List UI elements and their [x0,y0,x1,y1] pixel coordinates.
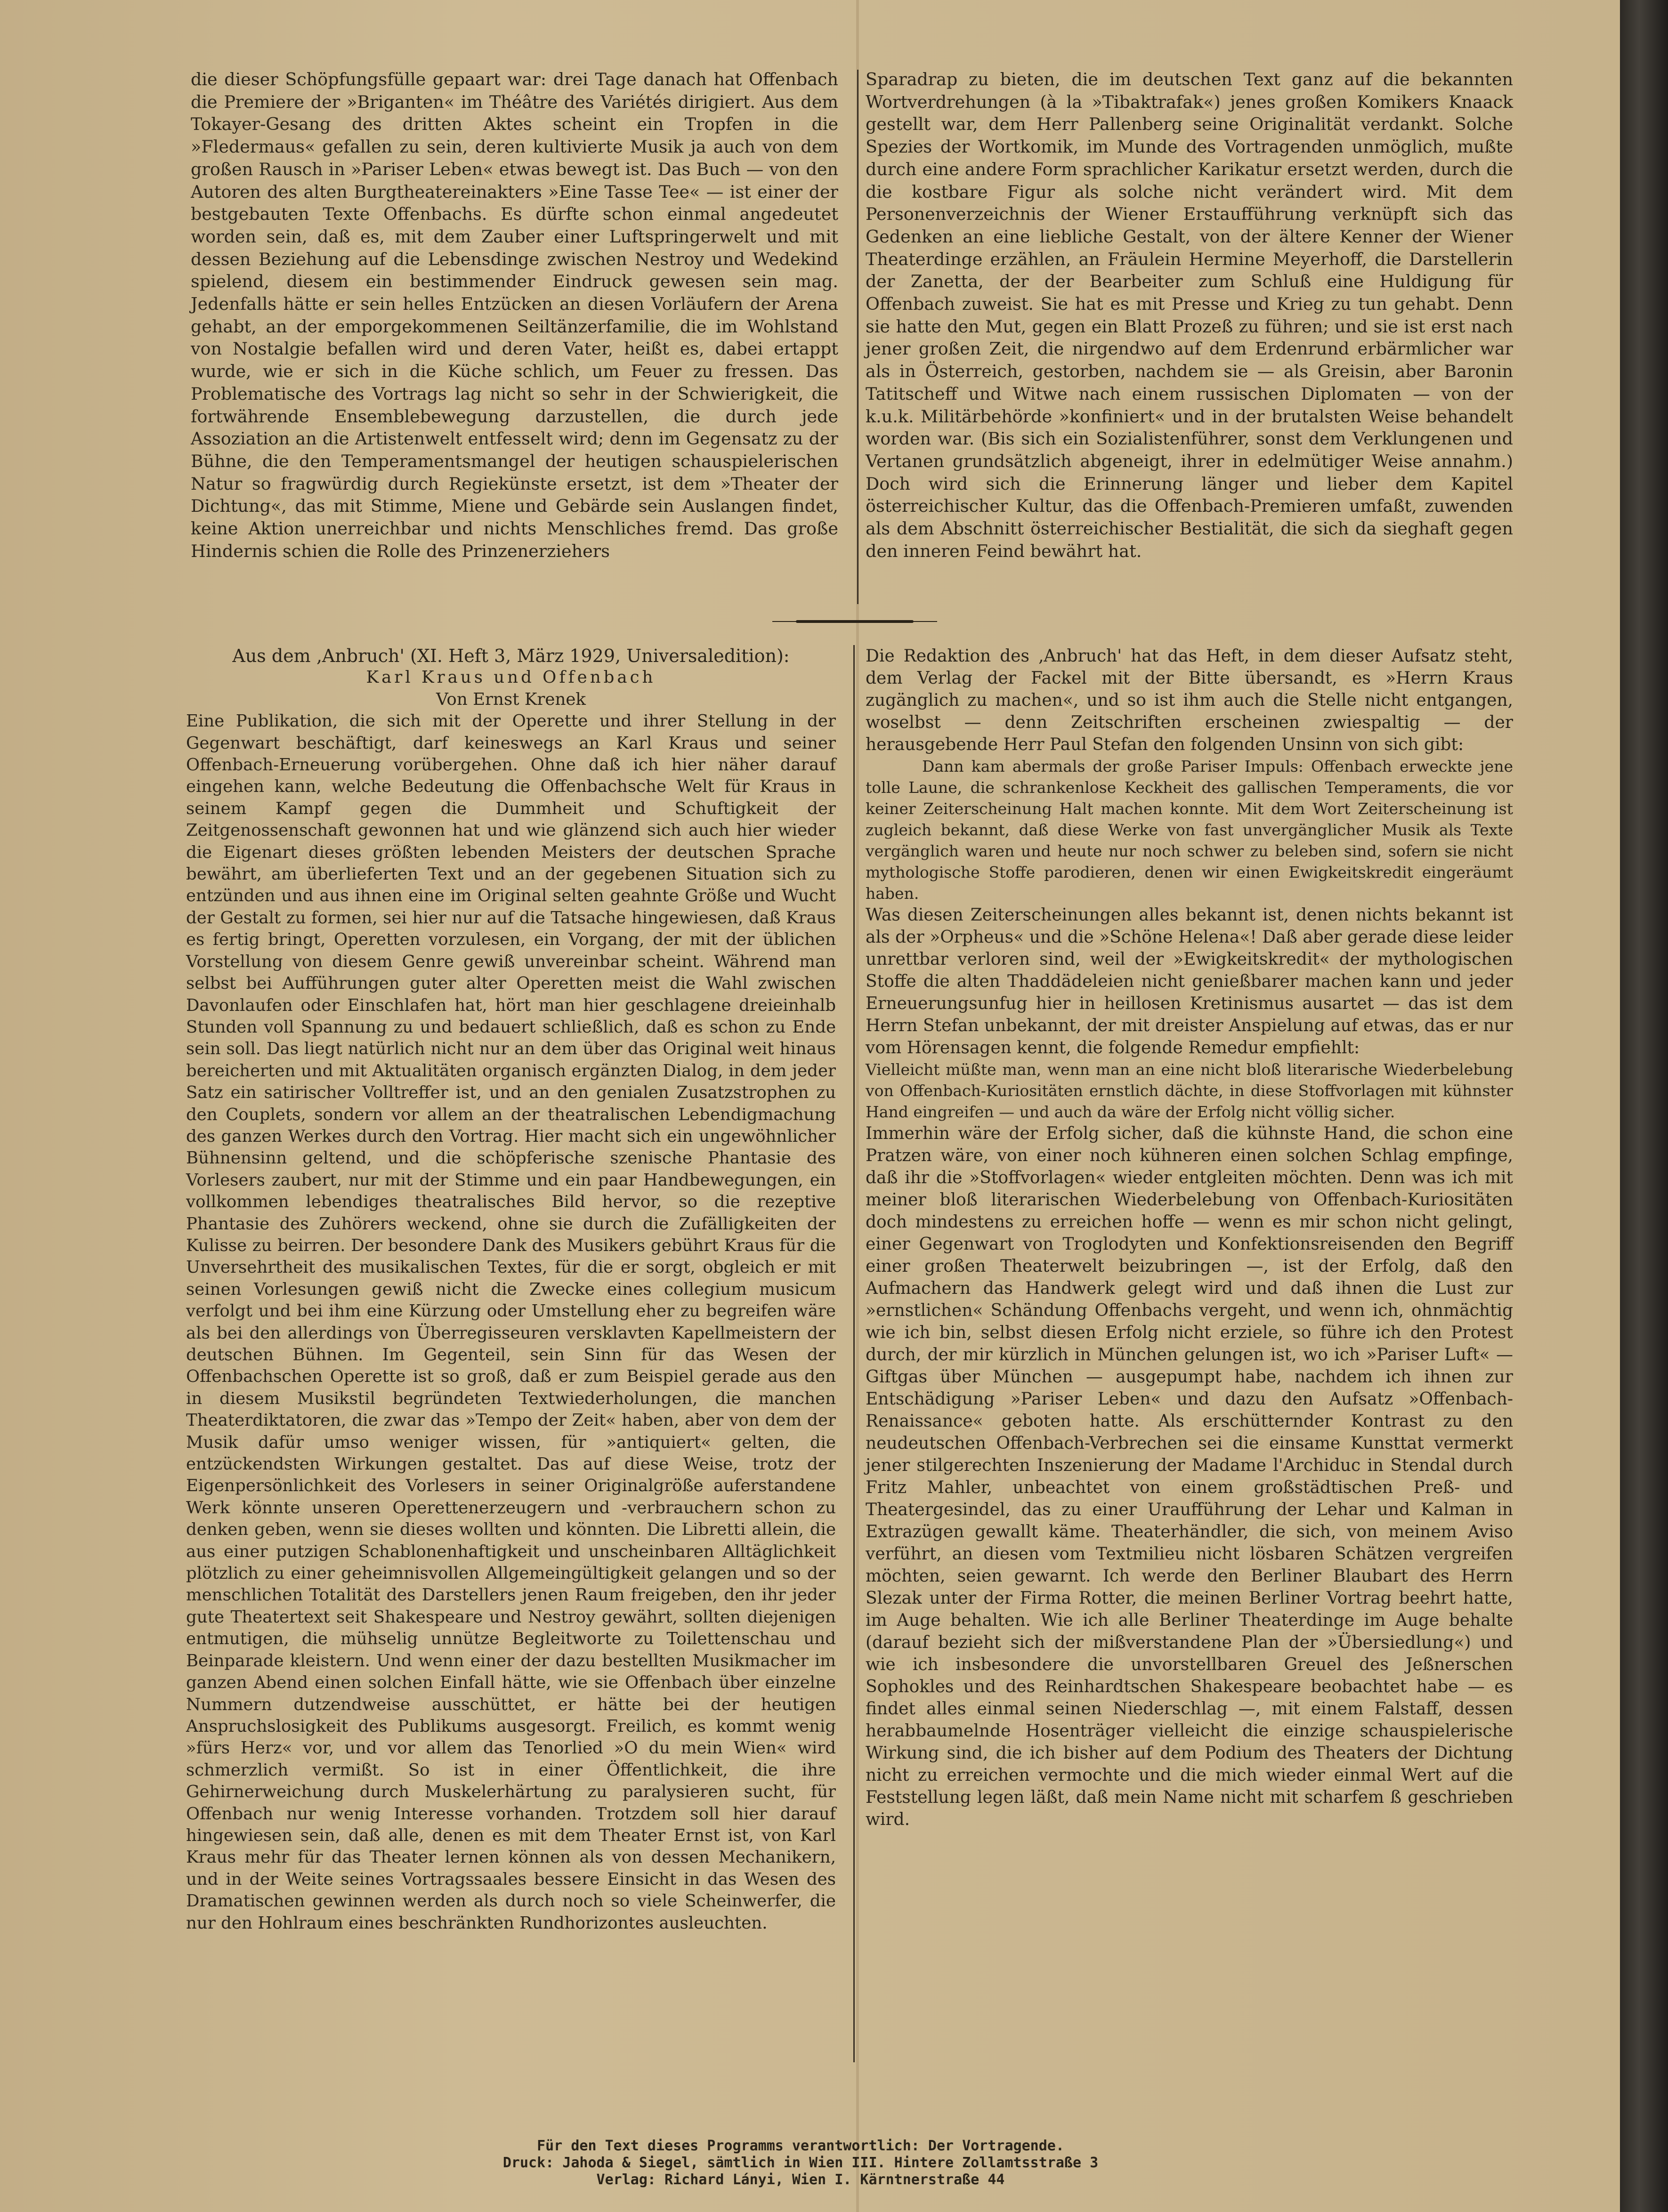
article-body: Eine Publikation, die sich mit der Operette und ihrer Stellung in der Gegenwart beschäftigt, darf keineswegs an Karl Kraus und seiner Offenbach-Erneuerung vorübergehen. Ohne daß ich hier näher darauf eingehen kann, welche Bedeutung die Offenbachsche Welt für Kraus in seinem Kampf gegen die Dummheit und Schuftigkeit der Zeitgenossenschaft gewonnen hat und wie glänzend sich auch hier wieder die Eigenart dieses größten lebenden Meisters der deutschen Sprache bewährt, am überlieferten Text und an der gegebenen Situation sich zu entzünden und aus ihnen eine im Original selten geahnte Größe und Wucht der Gestalt zu formen, sei hier nur auf die Tatsache hingewiesen, daß Kraus es fertig bringt, Operetten vorzulesen, ein Vorgang, der mit der üblichen Vorstellung von diesem Genre gewiß unvereinbar scheint. Während man selbst bei Aufführungen guter alter Operetten meist die Wahl zwischen Davonlaufen oder Einschlafen hat, hört man hier geschlagene dreieinhalb Stunden voll Spannung zu und bedauert schließlich, daß es schon zu Ende sein soll. Das liegt natürlich nicht nur an dem über das Original weit hinaus bereicherten und mit Aktualitäten organisch ergänzten Dialog, in dem jeder Satz ein satirischer Volltreffer ist, und an den genialen Zusatzstrophen zu den Couplets, sondern vor allem an der theatralischen Lebendigmachung des ganzen Werkes durch den Vortrag. Hier macht sich ein ungewöhnlicher Bühnensinn geltend, und die schöpferische szenische Phantasie des Vorlesers zaubert, nur mit der Stimme und ein paar Handbewegungen, ein vollkommen lebendiges theatralisches Bild hervor, so die rezeptive Phantasie des Zuhörers weckend, ohne sie durch die Zufälligkeiten der Kulisse zu beirren. Der besondere Dank des Musikers gebührt Kraus für die Unversehrtheit des musikalischen Textes, für die er sorgt, obgleich er mit seinen Vorlesungen gewiß nicht die Zwecke eines collegium musicum verfolgt und bei ihm eine Kürzung oder Umstellung eher zu begreifen wäre als bei den allerdings von Überregisseuren versklavten Kapellmeistern der deutschen Bühnen. Im Gegenteil, sein Sinn für das Wesen der Offenbachschen Operette ist so groß, daß er zum Beispiel gerade aus den in diesem Musikstil begründeten Textwiederholungen, die manchen Theaterdiktatoren, die zwar das »Tempo der Zeit« haben, aber von dem der Musik dafür umso weniger wissen, für »antiquiert« gelten, die entzückendsten Wirkungen gestaltet. Das auf diese Weise, trotz der Eigenpersönlichkeit des Vorlesers in seiner Originalgröße auferstandene Werk könnte unseren Operettenerzeugern und -verbrauchern schon zu denken geben, wenn sie dieses wollten und könnten. Die Libretti allein, die aus einer putzigen Schablonenhaftigkeit und unscheinbaren Alltäglichkeit plötzlich zu einer geheimnisvollen Allgemeingültigkeit gelangen und so der menschlichen Totalität des Darstellers jenen Raum freigeben, den ihr jeder gute Theatertext seit Shakespeare und Nestroy gewährt, sollten diejenigen entmutigen, die mühselig unnütze Begleitworte zu Toilettenschau und Beinparade kleistern. Und wenn einer der dazu bestellten Musikmacher im ganzen Abend einen solchen Einfall hätte, wie sie Offenbach über einzelne Nummern dutzendweise ausschüttet, er hätte bei der heutigen Anspruchslosigkeit des Publikums ausgesorgt. Freilich, es kommt wenig »fürs Herz« vor, und vor allem das Tenorlied »O du mein Wien« wird schmerzlich vermißt. So ist in einer Öffentlichkeit, die ihre Gehirnerweichung durch Muskelerhärtung zu paralysieren sucht, für Offenbach nur wenig Interesse vorhanden. Trotzdem soll hier darauf hingewiesen sein, daß alle, denen es mit dem Theater Ernst ist, von Karl Kraus mehr für das Theater lernen können als von dessen Mechanikern, und in der Weite seines Vortragssaales bessere Einsicht in das Wesen des Dramatischen gewinnen werden als durch noch so viele Scheinwerfer, die nur den Hohlraum eines beschränkten Rundhorizontes ausleuchten. [186,711,836,1933]
imprint-line: Verlag: Richard Lányi, Wien I. Kärntnerstraße 44 [596,2172,1005,2188]
top-right-paragraph: Sparadrap zu bieten, die im deutschen Text ganz auf die bekannten Wortverdrehungen (à la »Tibaktrafak«) jenes großen Komikers Knaack gestellt war, dem Herr Pallenberg seine Originalität verdankt. Solche Spezies der Wortkomik, im Munde des Vortragenden unmöglich, mußte durch eine andere Form sprachlicher Karikatur ersetzt werden, durch die die kostbare Figur als solche nicht verändert wird. Mit dem Personenverzeichnis der Wiener Erstaufführung verknüpft sich das Gedenken an eine liebliche Gestalt, von der ältere Kenner der Wiener Theaterdinge erzählen, an Fräulein Hermine Meyerhoff, die Darstellerin der Zanetta, der der Bearbeiter zum Schluß eine Huldigung für Offenbach zuweist. Sie hat es mit Presse und Krieg zu tun gehabt. Denn sie hatte den Mut, gegen ein Blatt Prozeß zu führen; und sie ist erst nach jener großen Zeit, die nirgendwo auf dem Erdenrund erbärmlicher war als in Österreich, gestorben, nachdem sie — als Greisin, aber Baronin Tatitscheff und Witwe nach einem russischen Diplomaten — von der k.u.k. Militärbehörde »konfiniert« und in der brutalsten Weise behandelt worden war. (Bis sich ein Sozialistenführer, sonst dem Verklungenen und Vertanen grundsätzlich abgeneigt, ihrer in edelmütiger Weise annahm.) Doch wird sich die Erinnerung länger und lieber dem Kapitel österreichischer Kultur, das die Offenbach-Premieren umfaßt, zuwenden als dem Abschnitt österreichischer Bestialität, die sich da sieghaft gegen den inneren Feind bewährt hat. [866,69,1513,561]
article-title: Karl Kraus und Offenbach [366,668,656,687]
binding-edge [1620,0,1668,2212]
imprint-footer [330,2138,1271,2188]
top-right-column [866,68,1513,562]
imprint-line: Für den Text dieses Programms verantwortlich: Der Vortragende. [537,2138,1064,2154]
bottom-right-column [866,645,1513,1831]
section-separator [796,620,914,623]
top-column-divider [857,70,858,604]
imprint-line: Druck: Jahoda & Siegel, sämtlich in Wien III. Hintere Zollamtsstraße 3 [502,2155,1099,2171]
bottom-column-divider [853,645,855,2062]
bottom-left-column [186,645,836,1934]
quote-stefan-2: Vielleicht müßte man, wenn man an eine nicht bloß literarische Wiederbelebung von Offenbach-Kuriositäten ernstlich dächte, in diese Stoffvorlagen mit kühnster Hand eingreifen — und auch da wäre der Erfolg nicht völlig sicher. [866,1060,1513,1121]
quote-stefan-1: Dann kam abermals der große Pariser Impuls: Offenbach erweckte jene tolle Laune, die schrankenlose Keckheit des gallischen Temperaments, die vor keiner Zeiterscheinung Halt machen konnte. Mit dem Wort Zeiterscheinung ist zugleich bekannt, daß diese Werke von fast unvergänglicher Musik als Texte vergänglich waren und heute nur noch schwer zu beleben sind, sofern sie nicht mythologische Stoffe parodieren, denen wir einen Ewigkeitskredit eingeräumt haben. [866,757,1513,903]
top-left-paragraph: die dieser Schöpfungsfülle gepaart war: drei Tage danach hat Offenbach die Premiere der »Briganten« im Théâtre des Variétés dirigiert. Aus dem Tokayer-Gesang des dritten Aktes scheint ein Tropfen in die »Fledermaus« gefallen zu sein, deren kultivierte Musik ja auch von dem großen Rausch in »Pariser Leben« etwas bewegt ist. Das Buch — von den Autoren des alten Burgtheatereinakters »Eine Tasse Tee« — ist einer der bestgebauten Texte Offenbachs. Es dürfte schon einmal angedeutet worden sein, daß es, mit dem Zauber einer Luftspringerwelt und mit dessen Beziehung auf die Lebensdinge zwischen Nestroy und Wedekind spielend, diesem ein bestimmender Eindruck gewesen sein mag. Jedenfalls hätte er sein helles Entzücken an diesen Vorläufern der Arena gehabt, an der emporgekommenen Seiltänzerfamilie, die im Wohlstand von Nostalgie befallen wird und deren Vater, heißt es, dabei ertappt wurde, wie er sich in die Küche schlich, um Feuer zu fressen. Das Problematische des Vortrags lag nicht so sehr in der Schwierigkeit, die fortwährende Ensemblebewegung darzustellen, die durch jede Assoziation an die Artistenwelt entfesselt wird; denn im Gegensatz zu der Bühne, die den Temperamentsmangel der heutigen schauspielerischen Natur so fragwürdig durch Regiekünste ersetzt, ist dem »Theater der Dichtung«, das mit Stimme, Miene und Gebärde sein Auslangen findet, keine Aktion unerreichbar und nichts Menschliches fremd. Das große Hindernis schien die Rolle des Prinzenerziehers [191,69,838,561]
top-left-column [191,68,838,562]
article-author: Von Ernst Krenek [436,689,586,709]
reply-paragraph-1: Die Redaktion des ‚Anbruch' hat das Heft, in dem dieser Aufsatz steht, dem Verlag der Fackel mit der Bitte übersandt, es »Herrn Kraus zugänglich zu machen«, und so ist ihm auch die Stelle nicht entgangen, woselbst — denn Zeitschriften erscheinen zwiespaltig — der herausgebende Herr Paul Stefan den folgenden Unsinn von sich gibt: [866,646,1513,754]
article-source: Aus dem ‚Anbruch' (XI. Heft 3, März 1929, Universaledition): [232,646,790,666]
reply-paragraph-3: Immerhin wäre der Erfolg sicher, daß die kühnste Hand, die schon eine Pratzen wäre, von einer noch kühneren einen solchen Schlag empfinge, daß ihr die »Stoffvorlagen« wieder entgleiten möchten. Denn was ich mit meiner bloß literarischen Wiederbelebung von Offenbach-Kuriositäten doch mindestens zu erreichen hoffe — wenn es mir schon nicht gelingt, einer Gegenwart von Troglodyten und Konfektionsreisenden den Begriff einer großen Theaterwelt beizubringen —, ist der Erfolg, daß den Aufmachern das Handwerk gelegt wird und daß ihnen die Lust zur »ernstlichen« Schändung Offenbachs vergeht, und wenn ich, ohnmächtig wie ich bin, selbst diesen Erfolg nicht erziele, so führe ich den Protest durch, der mir kürzlich in München gelungen ist, wo ich »Pariser Luft« — Giftgas über München — ausgepumpt habe, nachdem ich ihnen zur Entschädigung »Pariser Leben« und dazu den Aufsatz »Offenbach-Renaissance« geboten hatte. Als erschütternder Kontrast zu den neudeutschen Offenbach-Verbrechen sei die einsame Kunsttat vermerkt jener stilgerechten Inszenierung der Madame l'Archiduc in Stendal durch Fritz Mahler, unbeachtet von einem großstädtischen Preß- und Theatergesindel, das zu einer Uraufführung der Lehar und Kalman in Extrazügen gewallt käme. Theaterhändler, die sich, von meinem Aviso verführt, an diesen vom Textmilieu nicht lösbaren Schätzen vergreifen möchten, seien gewarnt. Ich werde den Berliner Blaubart des Herrn Slezak unter der Firma Rotter, die meinen Berliner Vortrag beehrt hatte, im Auge behalten. Wie ich alle Berliner Theaterdinge im Auge behalte (darauf bezieht sich der mißverstandene Plan der »Übersiedlung«) und wie ich insbesondere die unvorstellbaren Greuel des Jeßnerschen Sophokles und des Reinhardtschen Shakespeare beobachtet habe — es findet alles einmal seinen Niederschlag —, mit einem Falstaff, dessen herabbaumelnde Hosenträger vielleicht die einzige schauspielerische Wirkung sind, die ich bisher auf dem Podium des Theaters der Dichtung nicht zu erreichen vermochte und die mich wieder einmal Wert auf die Feststellung legen läßt, daß mein Name nicht mit scharfem ß geschrieben wird. [866,1124,1513,1829]
reply-paragraph-2: Was diesen Zeiterscheinungen alles bekannt ist, denen nichts bekannt ist als der »Orpheus« und die »Schöne Helena«! Daß aber gerade diese leider unrettbar verloren sind, weil der »Ewigkeitskredit« der mythologischen Stoffe die alten Thaddädeleien nicht genießbarer machen kann und jeder Erneuerungsunfug hier in heillosen Kretinismus ausartet — das ist dem Herrn Stefan unbekannt, der mit dreister Anspielung auf etwas, das er nur vom Hörensagen kennt, die folgende Remedur empfiehlt: [866,905,1513,1058]
